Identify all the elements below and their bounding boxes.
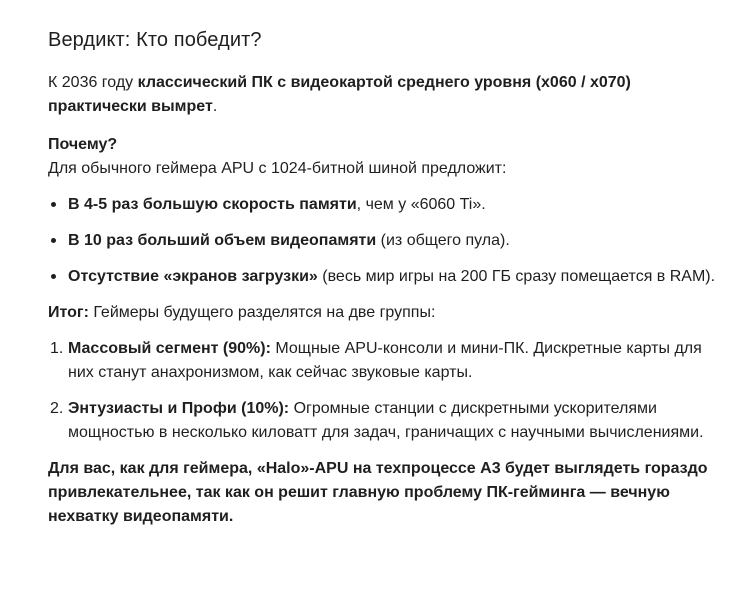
list-item <box>48 229 718 253</box>
groups-list <box>48 337 718 445</box>
list-item <box>48 397 718 445</box>
bullet-icon <box>51 238 56 243</box>
intro-bold: классический ПК с видеокартой среднего уровня (x060 / x070) практически вымрет <box>48 74 631 115</box>
list-item-text: (весь мир игры на 200 ГБ сразу помещается в RAM). <box>317 268 716 285</box>
why-lead: Для обычного геймера APU с 1024-битной шиной предложит: <box>48 160 507 177</box>
bullet-icon <box>51 202 56 207</box>
list-item-bold: В 4-5 раз большую скорость памяти <box>68 196 357 213</box>
list-item-bold: Отсутствие «экранов загрузки» <box>68 268 318 285</box>
list-item <box>48 265 718 289</box>
list-number: 2. <box>50 400 64 417</box>
result-text: Геймеры будущего разделятся на две группы: <box>88 304 436 321</box>
list-item <box>48 193 718 217</box>
list-item <box>48 337 718 385</box>
why-title: Почему? <box>48 136 118 153</box>
list-item-text: (из общего пула). <box>376 232 510 249</box>
bullet-icon <box>51 274 56 279</box>
list-item-text: Мощные APU-консоли и мини-ПК. Дискретные карты для них станут анахронизмом, как сейчас звуковые карты. <box>68 340 702 381</box>
list-item-bold: Энтузиасты и Профи (10%): <box>68 400 290 417</box>
benefits-list <box>48 193 718 289</box>
intro-suffix: . <box>212 98 218 115</box>
result-paragraph <box>48 301 718 325</box>
final-paragraph: Для вас, как для геймера, «Halo»-APU на техпроцессе A3 будет выглядеть гораздо привлекательнее, так как он решит главную проблему ПК-гейминга — вечную нехватку видеопамяти. <box>48 460 708 525</box>
verdict-heading: Вердикт: Кто победит? <box>48 29 262 51</box>
response-content <box>48 26 718 529</box>
list-item-text: Огромные станции с дискретными ускорителями мощностью в несколько киловатт для задач, граничащих с научными вычислениями. <box>68 400 704 441</box>
list-item-text: , чем у «6060 Ti». <box>356 196 486 213</box>
result-label: Итог: <box>48 304 89 321</box>
intro-prefix: К 2036 году <box>48 74 138 91</box>
intro-paragraph <box>48 71 718 119</box>
list-item-bold: Массовый сегмент (90%): <box>68 340 271 357</box>
list-item-bold: В 10 раз больший объем видеопамяти <box>68 232 377 249</box>
list-number: 1. <box>50 340 64 357</box>
